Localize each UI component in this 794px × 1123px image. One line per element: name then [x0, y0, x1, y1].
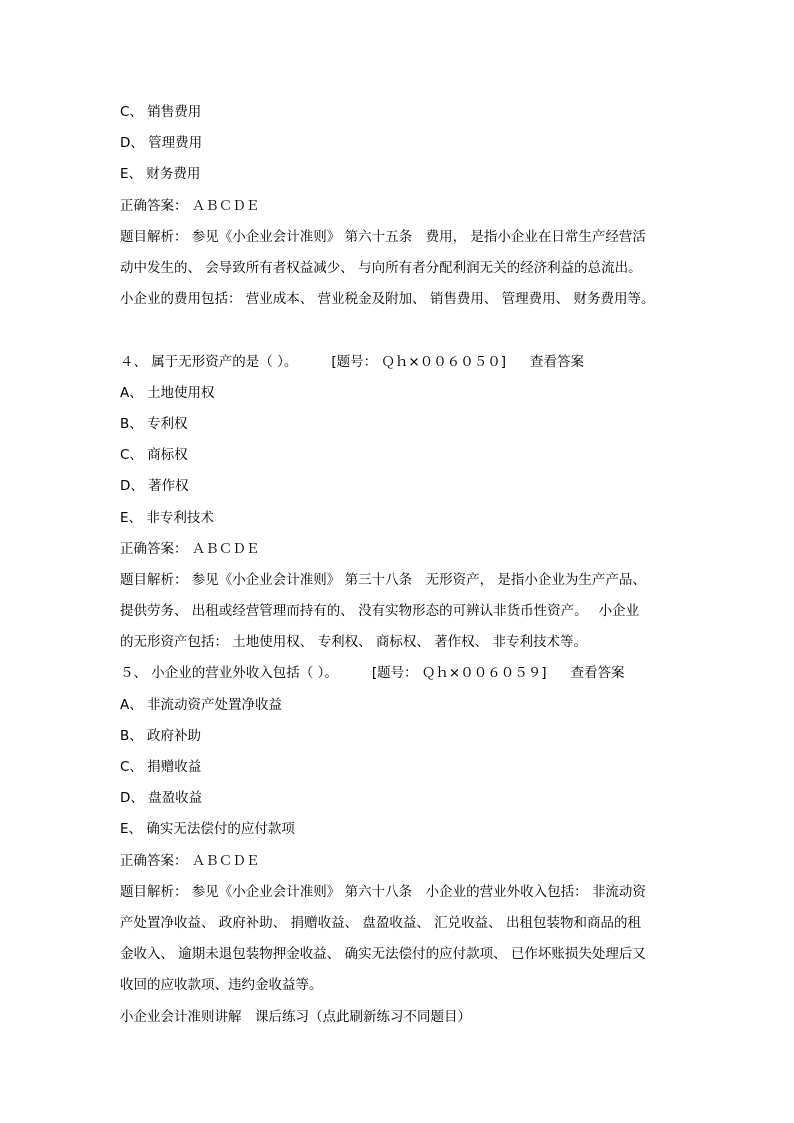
analysis-line: 的无形资产包括： 土地使用权、 专利权、 商标权、 著作权、 非专利技术等。 [120, 634, 587, 650]
view-answer-link[interactable]: 查看答案 [570, 665, 625, 681]
option-a: A、 非流动资产处置净收益 [120, 697, 283, 713]
analysis-line: 金收入、 逾期未退包装物押金收益、 确实无法偿付的应付款项、 已作坏账损失处理后又 [120, 946, 646, 962]
question-5-header [120, 664, 624, 682]
question-stem: ５、 小企业的营业外收入包括（ ）。 [120, 665, 338, 681]
analysis-line: 动中发生的、 会导致所有者权益减少、 与向所有者分配利润无关的经济利益的总流出。 [120, 260, 642, 276]
option-d: D、 盘盈收益 [120, 790, 203, 806]
option-a: A、 土地使用权 [120, 385, 215, 401]
analysis-line: 产处置净收益、 政府补助、 捐赠收益、 盘盈收益、 汇兑收益、 出租包装物和商品的租 [120, 915, 641, 931]
analysis-line: 题目解析： 参见《小企业会计准则》 第三十八条 无形资产， 是指小企业为生产产品、 [120, 572, 646, 588]
option-b: B、 政府补助 [120, 728, 202, 744]
question-code: [题号： Ｑｈ×００６０５９] [371, 665, 547, 681]
analysis-line: 题目解析： 参见《小企业会计准则》 第六十五条 费用， 是指小企业在日常生产经营活 [120, 229, 646, 245]
option-c: C、 捐赠收益 [120, 759, 202, 775]
correct-answer: 正确答案： ＡＢＣＤＥ [120, 198, 260, 214]
option-b: B、 专利权 [120, 416, 188, 432]
option-e: E、 非专利技术 [120, 510, 214, 526]
analysis-line: 小企业的费用包括： 营业成本、 营业税金及附加、 销售费用、 管理费用、 财务费用等。 [120, 291, 655, 307]
option-c: C、 商标权 [120, 447, 188, 463]
option-e: E、 财务费用 [120, 166, 201, 182]
option-c: C、 销售费用 [120, 104, 202, 120]
option-d: D、 著作权 [120, 478, 189, 494]
option-e: E、 确实无法偿付的应付款项 [120, 821, 295, 837]
view-answer-link[interactable]: 查看答案 [529, 354, 584, 370]
practice-refresh-link[interactable]: 小企业会计准则讲解 课后练习（点此刷新练习不同题目） [120, 1009, 471, 1025]
question-4-header [120, 353, 584, 371]
analysis-line: 提供劳务、 出租或经营管理而持有的、 没有实物形态的可辨认非货币性资产。 小企业 [120, 603, 640, 619]
correct-answer: 正确答案： ＡＢＣＤＥ [120, 541, 260, 557]
analysis-line: 题目解析： 参见《小企业会计准则》 第六十八条 小企业的营业外收入包括： 非流动资 [120, 884, 646, 900]
analysis-line: 收回的应收款项、违约金收益等。 [120, 977, 323, 993]
option-d: D、 管理费用 [120, 135, 203, 151]
question-code: [题号： Ｑｈ×００６０５０] [331, 354, 506, 370]
correct-answer: 正确答案： ＡＢＣＤＥ [120, 853, 260, 869]
question-stem: ４、 属于无形资产的是（ ）。 [120, 354, 298, 370]
